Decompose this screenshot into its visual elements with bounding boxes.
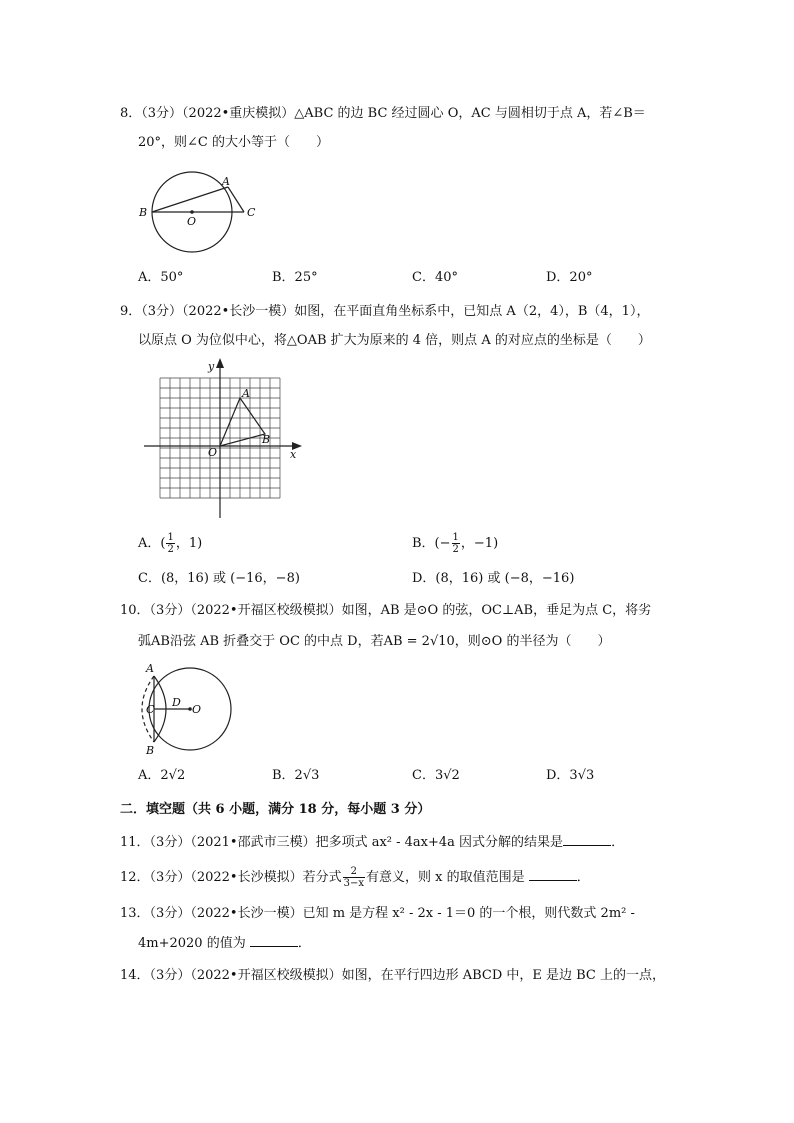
q9-label-a: A: [242, 387, 250, 400]
q9-option-b[interactable]: B．(− $\frac{1}{2}$ ，−1): [412, 532, 499, 555]
q10-option-a[interactable]: A．2√2: [138, 768, 186, 783]
q10-line1: 10．（3分）（2022•开福区校级模拟）如图，AB 是⊙O 的弦，OC⊥AB，垂足为点 C，将劣: [120, 603, 652, 618]
q13-answer-blank[interactable]: [250, 934, 298, 947]
q9-label-b: B: [262, 433, 271, 446]
q9-coordinate-grid: [140, 356, 310, 522]
q9-label-x: x: [290, 448, 297, 461]
q8-label-a: A: [222, 175, 230, 188]
q12-line: 12．（3分）（2022•长沙模拟）若分式 $\frac{2}{3-x}$ 有意义，则 x 的取值范围是 ．: [120, 866, 590, 889]
q10-figure: [138, 656, 238, 758]
q9-label-o: O: [208, 446, 218, 459]
q9-option-d[interactable]: D．(8，16) 或 (−8，−16): [412, 571, 575, 586]
q8-line1: 8．（3分）（2022•重庆模拟）△ABC 的边 BC 经过圆心 O，AC 与圆相切于点 A，若∠B＝: [120, 106, 646, 121]
q9-line1: 9．（3分）（2022•长沙一模）如图，在平面直角坐标系中，已知点 A（2，4），B（4，1），: [120, 304, 650, 319]
q8-option-a[interactable]: A．50°: [138, 270, 184, 285]
q8-label-o: O: [187, 215, 197, 228]
q10-label-b: B: [146, 744, 155, 757]
q10-label-a: A: [146, 662, 154, 675]
q9-option-c[interactable]: C．(8，16) 或 (−16，−8): [138, 571, 300, 586]
q12-answer-blank[interactable]: [529, 868, 577, 881]
q14-line1: 14．（3分）（2022•开福区校级模拟）如图，在平行四边形 ABCD 中，E 是边 BC 上的一点，: [120, 968, 666, 983]
q8-label-b: B: [139, 206, 148, 219]
q8-label-c: C: [247, 206, 256, 219]
q13-line2: 4m+2020 的值为 ．: [138, 936, 311, 951]
q8-option-c[interactable]: C．40°: [412, 270, 458, 285]
q11-line: 11．（3分）（2021•邵武市三模）把多项式 ax² - 4ax+4a 因式分解的结果是 ．: [120, 835, 625, 850]
q10-option-b[interactable]: B．2√3: [272, 768, 320, 783]
q8-line2: 20°，则∠C 的大小等于（ ）: [138, 135, 330, 150]
q10-label-c: C: [146, 703, 155, 716]
q10-line2: 弧AB沿弦 AB 折叠交于 OC 的中点 D，若AB = 2√10，则⊙O 的半径为（ ）: [138, 634, 611, 649]
q9-option-a[interactable]: A．( $\frac{1}{2}$ ，1): [138, 532, 203, 555]
q10-option-d[interactable]: D．3√3: [546, 768, 595, 783]
q10-label-o: O: [192, 703, 202, 716]
q8-option-b[interactable]: B．25°: [272, 270, 318, 285]
section-2-heading: 二．填空题（共 6 小题，满分 18 分，每小题 3 分）: [120, 802, 431, 817]
q10-label-d: D: [172, 696, 181, 709]
q8-figure: [136, 166, 260, 256]
q8-option-d[interactable]: D．20°: [546, 270, 593, 285]
q10-option-c[interactable]: C．3√2: [412, 768, 460, 783]
q13-line1: 13．（3分）（2022•长沙一模）已知 m 是方程 x² - 2x - 1＝0 的一个根，则代数式 2m² -: [120, 906, 635, 921]
q11-answer-blank[interactable]: [563, 833, 611, 846]
q9-line2: 以原点 O 为位似中心，将△OAB 扩大为原来的 4 倍，则点 A 的对应点的坐标是（ ）: [138, 333, 651, 348]
q9-label-y: y: [208, 360, 215, 373]
